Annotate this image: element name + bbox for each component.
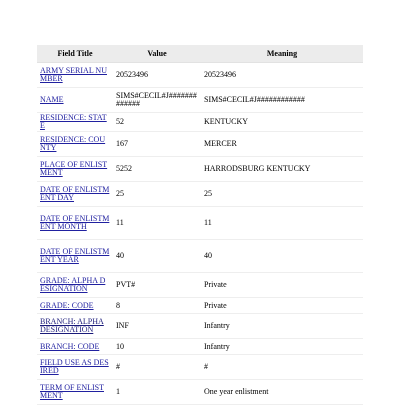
value-cell: 1 bbox=[113, 380, 201, 405]
field-link-branch-code[interactable]: BRANCH: CODE bbox=[40, 341, 100, 351]
field-link-date-of-enlistment-month[interactable]: DATE OF ENLISTMENT MONTH bbox=[40, 214, 110, 231]
field-link-grade-alpha-designation[interactable]: GRADE: ALPHA DESIGNATION bbox=[40, 276, 106, 293]
value-cell: INF bbox=[113, 314, 201, 339]
record-table-container bbox=[37, 45, 363, 405]
field-cell bbox=[37, 314, 113, 339]
field-link-residence-county[interactable]: RESIDENCE: COUNTY bbox=[40, 135, 106, 152]
value-cell: 11 bbox=[113, 207, 201, 240]
value-cell: 40 bbox=[113, 240, 201, 273]
table-row bbox=[37, 113, 363, 132]
value-cell: 5252 bbox=[113, 157, 201, 182]
table-row bbox=[37, 355, 363, 380]
field-cell bbox=[37, 298, 113, 314]
table-header-row bbox=[37, 45, 363, 63]
field-cell bbox=[37, 88, 113, 113]
field-link-name[interactable]: NAME bbox=[40, 95, 64, 104]
table-row bbox=[37, 240, 363, 273]
field-cell bbox=[37, 157, 113, 182]
meaning-cell: 11 bbox=[201, 207, 363, 240]
field-link-term-of-enlistment[interactable]: TERM OF ENLISTMENT bbox=[40, 383, 104, 400]
field-link-branch-alpha-designation[interactable]: BRANCH: ALPHA DESIGNATION bbox=[40, 317, 104, 334]
value-cell: 167 bbox=[113, 132, 201, 157]
field-link-residence-state[interactable]: RESIDENCE: STATE bbox=[40, 113, 107, 130]
field-cell bbox=[37, 380, 113, 405]
table-row bbox=[37, 314, 363, 339]
field-link-date-of-enlistment-year[interactable]: DATE OF ENLISTMENT YEAR bbox=[40, 247, 110, 264]
field-cell bbox=[37, 63, 113, 88]
record-table bbox=[37, 45, 363, 405]
table-row bbox=[37, 380, 363, 405]
meaning-cell: 20523496 bbox=[201, 63, 363, 88]
field-cell bbox=[37, 240, 113, 273]
value-cell: 8 bbox=[113, 298, 201, 314]
header-value: Value bbox=[113, 45, 201, 63]
table-row bbox=[37, 207, 363, 240]
value-cell: PVT# bbox=[113, 273, 201, 298]
meaning-cell: 40 bbox=[201, 240, 363, 273]
header-field-title: Field Title bbox=[37, 45, 113, 63]
field-cell bbox=[37, 273, 113, 298]
value-cell: 10 bbox=[113, 339, 201, 355]
field-cell bbox=[37, 339, 113, 355]
field-link-date-of-enlistment-day[interactable]: DATE OF ENLISTMENT DAY bbox=[40, 185, 110, 202]
field-link-army-serial-number[interactable]: ARMY SERIAL NUMBER bbox=[40, 66, 107, 83]
table-row bbox=[37, 88, 363, 113]
meaning-cell: KENTUCKY bbox=[201, 113, 363, 132]
meaning-cell: # bbox=[201, 355, 363, 380]
meaning-cell: MERCER bbox=[201, 132, 363, 157]
field-cell bbox=[37, 207, 113, 240]
field-cell bbox=[37, 355, 113, 380]
table-row bbox=[37, 63, 363, 88]
field-cell bbox=[37, 113, 113, 132]
value-cell: SIMS#CECIL#J############# bbox=[113, 88, 201, 113]
table-row bbox=[37, 339, 363, 355]
meaning-cell: SIMS#CECIL#J############ bbox=[201, 88, 363, 113]
value-cell: 25 bbox=[113, 182, 201, 207]
meaning-cell: Infantry bbox=[201, 314, 363, 339]
meaning-cell: HARRODSBURG KENTUCKY bbox=[201, 157, 363, 182]
meaning-cell: Private bbox=[201, 273, 363, 298]
field-link-place-of-enlistment[interactable]: PLACE OF ENLISTMENT bbox=[40, 160, 108, 177]
table-row bbox=[37, 132, 363, 157]
table-row bbox=[37, 298, 363, 314]
value-cell: 52 bbox=[113, 113, 201, 132]
meaning-cell: 25 bbox=[201, 182, 363, 207]
table-row bbox=[37, 157, 363, 182]
header-meaning: Meaning bbox=[201, 45, 363, 63]
field-cell bbox=[37, 182, 113, 207]
meaning-cell: Private bbox=[201, 298, 363, 314]
field-cell bbox=[37, 132, 113, 157]
meaning-cell: Infantry bbox=[201, 339, 363, 355]
value-cell: 20523496 bbox=[113, 63, 201, 88]
field-link-grade-code[interactable]: GRADE: CODE bbox=[40, 300, 94, 310]
meaning-cell: One year enlistment bbox=[201, 380, 363, 405]
table-row bbox=[37, 182, 363, 207]
field-link-field-use-as-desired[interactable]: FIELD USE AS DESIRED bbox=[40, 358, 109, 375]
table-row bbox=[37, 273, 363, 298]
value-cell: # bbox=[113, 355, 201, 380]
